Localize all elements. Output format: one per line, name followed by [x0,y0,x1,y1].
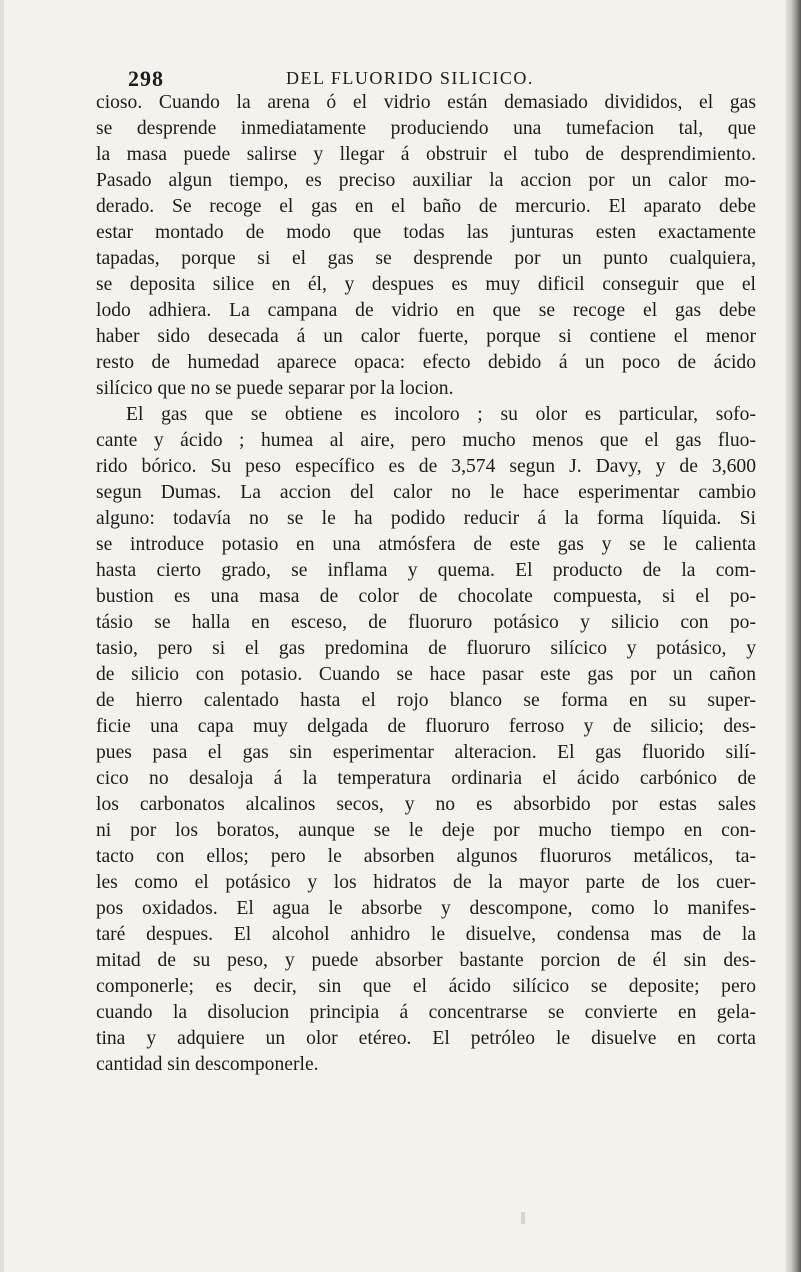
text-line: cioso. Cuando la arena ó el vidrio están demasiado divididos, el gas [96,92,756,113]
text-line: derado. Se recoge el gas en el baño de mercurio. El aparato debe [96,196,756,217]
text-line: haber sido desecada á un calor fuerte, porque si contiene el menor [96,326,756,347]
text-line: resto de humedad aparece opaca: efecto debido á un poco de ácido [96,352,756,373]
text-line: silícico que no se puede separar por la locion. [96,378,454,399]
text-line: cante y ácido ; humea al aire, pero mucho menos que el gas fluo- [96,430,756,451]
body-text [96,90,756,1078]
text-line: ficie una capa muy delgada de fluoruro ferroso y de silicio; des- [96,716,756,737]
text-line: mitad de su peso, y puede absorber bastante porcion de él sin des- [96,950,756,971]
text-line: bustion es una masa de color de chocolate compuesta, si el po- [96,586,756,607]
text-line: tacto con ellos; pero le absorben algunos fluoruros metálicos, ta- [96,846,756,867]
text-line: cantidad sin descomponerle. [96,1054,319,1075]
text-line: cuando la disolucion principia á concentrarse se convierte en gela- [96,1002,756,1023]
text-line: rido bórico. Su peso específico es de 3,574 segun J. Davy, y de 3,600 [96,456,756,477]
text-line: tásio se halla en esceso, de fluoruro potásico y silicio con po- [96,612,756,633]
text-line: tapadas, porque si el gas se desprende por un punto cualquiera, [96,248,756,269]
text-line: Pasado algun tiempo, es preciso auxiliar la accion por un calor mo- [96,170,756,191]
ink-mark [521,1212,525,1224]
text-line: taré despues. El alcohol anhidro le disuelve, condensa mas de la [96,924,756,945]
text-line: los carbonatos alcalinos secos, y no es absorbido por estas sales [96,794,756,815]
text-line: tina y adquiere un olor etéreo. El petróleo le disuelve en corta [96,1028,756,1049]
text-line: pos oxidados. El agua le absorbe y descompone, como lo manifes- [96,898,756,919]
text-line: se deposita silice en él, y despues es muy dificil conseguir que el [96,274,756,295]
text-line: la masa puede salirse y llegar á obstruir el tubo de desprendimiento. [96,144,756,165]
text-line: cico no desaloja á la temperatura ordinaria el ácido carbónico de [96,768,756,789]
text-line: ni por los boratos, aunque se le deje por mucho tiempo en con- [96,820,756,841]
text-line: El gas que se obtiene es incoloro ; su olor es particular, sofo- [126,404,756,425]
text-line: estar montado de modo que todas las junturas esten exactamente [96,222,756,243]
text-line: alguno: todavía no se le ha podido reducir á la forma líquida. Si [96,508,756,529]
page-left-edge [0,0,4,1272]
text-line: se introduce potasio en una atmósfera de este gas y se le calienta [96,534,756,555]
text-line: hasta cierto grado, se inflama y quema. El producto de la com- [96,560,756,581]
text-line: componerle; es decir, sin que el ácido silícico se deposite; pero [96,976,756,997]
text-line: de hierro calentado hasta el rojo blanco se forma en su super- [96,690,756,711]
text-line: de silicio con potasio. Cuando se hace pasar este gas por un cañon [96,664,756,685]
text-line: les como el potásico y los hidratos de la mayor parte de los cuer- [96,872,756,893]
text-line: segun Dumas. La accion del calor no le hace esperimentar cambio [96,482,756,503]
running-head: DEL FLUORIDO SILICICO. [286,68,534,88]
text-line: pues pasa el gas sin esperimentar alteracion. El gas fluorido silí- [96,742,756,763]
text-line: se desprende inmediatamente produciendo una tumefacion tal, que [96,118,756,139]
page-number: 298 [128,66,164,91]
text-line: lodo adhiera. La campana de vidrio en que se recoge el gas debe [96,300,756,321]
text-line: tasio, pero si el gas predomina de fluoruro silícico y potásico, y [96,638,756,659]
book-spine-shadow [785,0,801,1272]
